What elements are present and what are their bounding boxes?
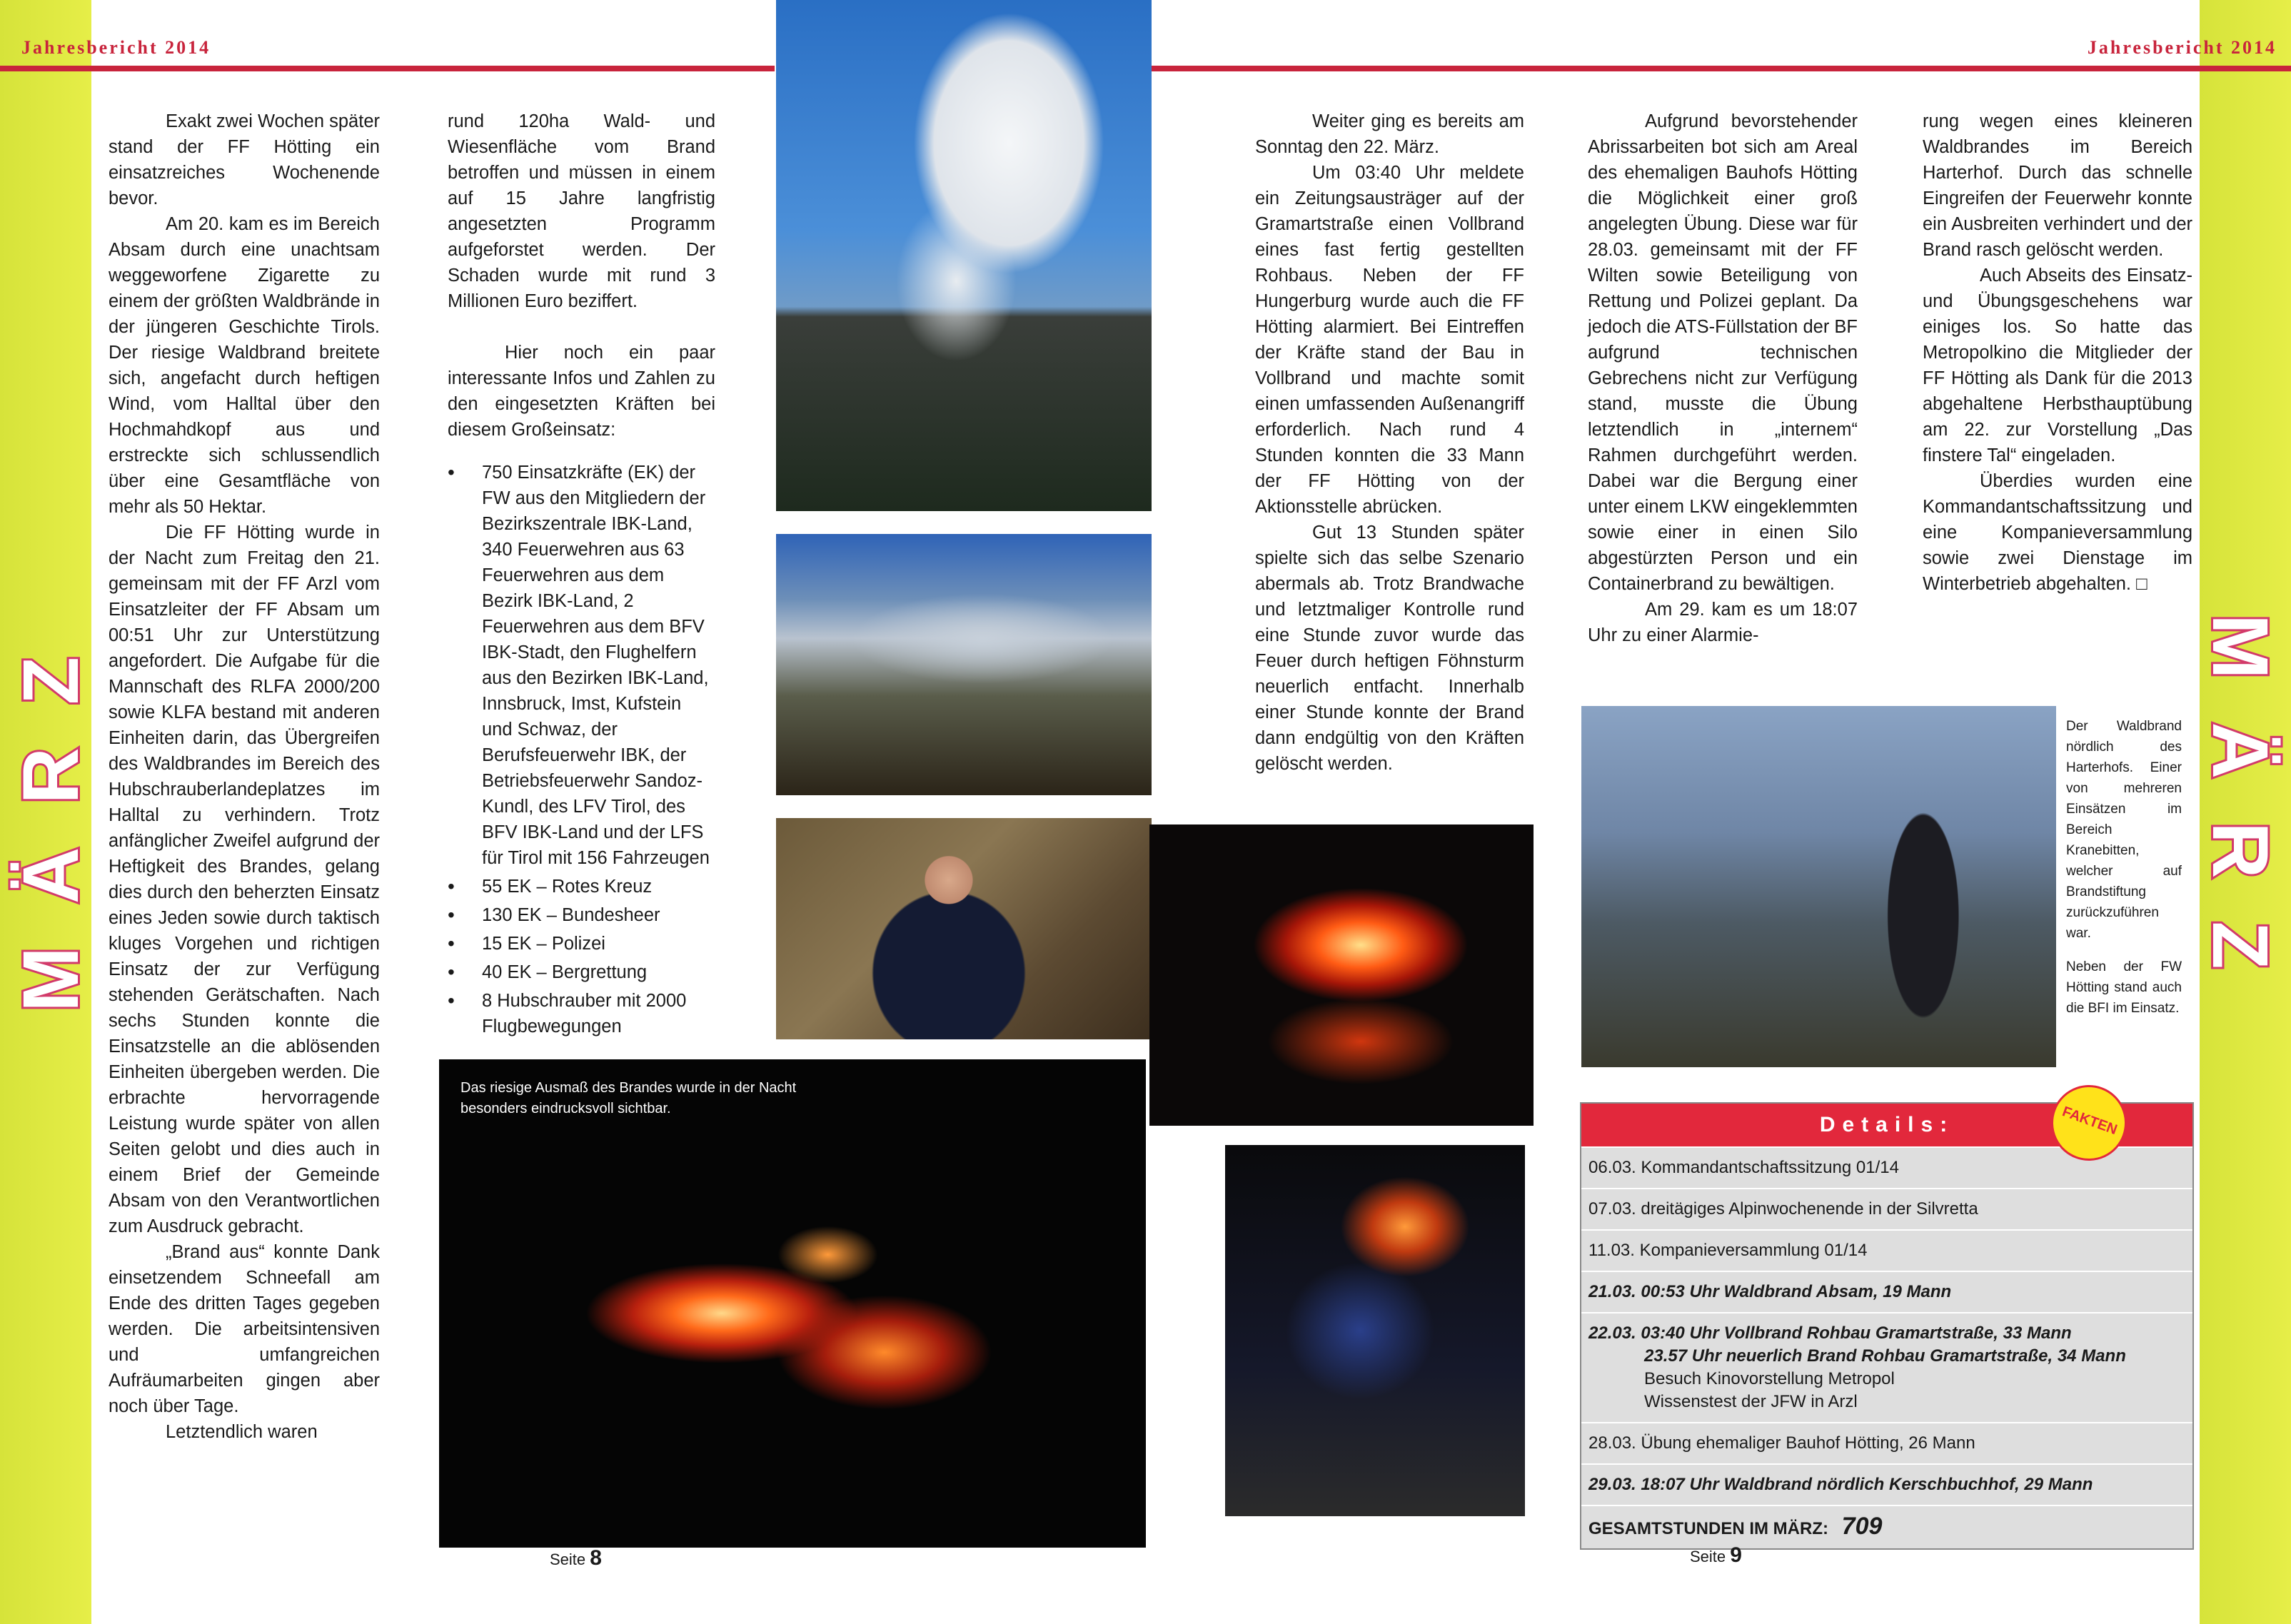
photo-caption-right — [2056, 706, 2192, 1067]
photo-burning-slope — [776, 534, 1152, 795]
header-title-left: Jahresbericht 2014 — [21, 37, 211, 58]
photo-building-fire — [1149, 824, 1534, 1126]
text-column-2 — [448, 109, 715, 1042]
facts-row: 22.03. 03:40 Uhr Vollbrand Rohbau Gramartstraße, 33 Mann — [1588, 1323, 2072, 1343]
page-number-left — [550, 1546, 602, 1570]
list-item: • 130 EK – Bundesheer — [482, 902, 715, 928]
list-item: • 750 Einsatzkräfte (EK) der FW aus den Mitgliedern der Bezirkszentrale IBK-Land, 340 Feuerwehren aus 63 Feuerwehren aus dem Bezirk IBK-Land, 2 Feuerwehren aus dem BFV IBK-Stadt, den Flughelfern aus den Bezirken IBK-Land, Innsbruck, Imst, Kufstein und Schwaz, der Berufsfeuerwehr IBK, der Betriebsfeuerwehr Sandoz-Kundl, des LFV Tirol, des BFV IBK-Land und der LFS für Tirol mit 156 Fahrzeugen — [482, 460, 715, 871]
paragraph: Aufgrund bevorstehender Abrissarbeiten bot sich am Areal des ehemaligen Bauhofs Hötting die Möglichkeit einer groß angelegten Übung. Diese war für 28.03. gemeinsamt mit der FF Wilten sowie Beteiligung von Rettung und Polizei geplant. Da jedoch die ATS-Füllstation der BF aufgrund technischen Gebrechens nicht zur Verfügung stand, musste die Übung letztendlich in „internem“ Rahmen durchgeführt werden. Dabei war die Bergung einer unter einem LKW eingeklemmten sowie einer in einen Silo abgestürzten Person und ein Containerbrand zu bewältigen. — [1588, 111, 1858, 594]
facts-subrow: 23.57 Uhr neuerlich Brand Rohbau Gramartstraße, 34 Mann — [1644, 1346, 2126, 1366]
page-label: Seite — [550, 1550, 586, 1568]
paragraph: Weiter ging es bereits am Sonntag den 22. März. — [1255, 111, 1524, 157]
facts-row-group — [1581, 1312, 2192, 1422]
page-num: 9 — [1730, 1543, 1742, 1567]
photo-smoke-mountain — [776, 0, 1152, 511]
paragraph: Auch Abseits des Einsatz- und Übungsgeschehens war einiges los. So hatte das Metropolkino die Mitglieder der FF Hötting als Dank für die 2013 abgehaltene Herbsthauptübung am 22. zur Vorstellung „Das finstere Tal“ eingeladen. — [1923, 266, 2192, 465]
paragraph: „Brand aus“ konnte Dank einsetzendem Schneefall am Ende des dritten Tages gegeben werden. Die arbeitsintensiven und umfangreichen Aufräumarbeiten gingen aber noch über Tage. — [109, 1242, 380, 1416]
paragraph: Gut 13 Stunden später spielte sich das selbe Szenario abermals ab. Trotz Brandwache und letztmaliger Kontrolle rund eine Stunde zuvor wurde das Feuer durch heftigen Föhnsturm neuerlich entfacht. Innerhalb einer Stunde konnte der Brand dann endgültig von den Kräften gelöscht werden. — [1255, 523, 1524, 774]
right-month-title: MÄRZ — [2196, 614, 2284, 1012]
page-number-right — [1690, 1543, 1742, 1568]
paragraph: Am 20. kam es im Bereich Absam durch eine unachtsam weggeworfene Zigarette zu einem der größten Waldbrände in der jüngeren Geschichte Tirols. Der riesige Waldbrand breitete sich, angefacht durch heftigen Wind, vom Halltal über den Hochmahdkopf aus und erstreckte sich schlussendlich über eine Gesamtfläche von mehr als 50 Hektar. — [109, 214, 380, 517]
photo-night-fire — [439, 1059, 1146, 1548]
facts-title: Details: — [1581, 1104, 2192, 1146]
total-label: GESAMTSTUNDEN IM MÄRZ: — [1588, 1519, 1828, 1538]
text-column-5 — [1923, 109, 2192, 597]
facts-row: 28.03. Übung ehemaliger Bauhof Hötting, 26 Mann — [1581, 1422, 2192, 1463]
list-item: • 8 Hubschrauber mit 2000 Flugbewegungen — [482, 988, 715, 1039]
facts-row: 11.03. Kompanieversammlung 01/14 — [1581, 1229, 2192, 1271]
facts-box — [1580, 1102, 2194, 1550]
paragraph: Um 03:40 Uhr meldete ein Zeitungsausträger auf der Gramartstraße einen Vollbrand eines fast fertig gestellten Rohbaus. Neben der FF Hungerburg wurde auch die FF Hötting alarmiert. Bei Eintreffen der Kräfte stand der Bau in Vollbrand und machte somit einen umfassenden Außenangriff erforderlich. Nach rund 4 Stunden konnten die 33 Mann der FF Hötting von der Aktionsstelle abrücken. — [1255, 163, 1524, 517]
total-value: 709 — [1841, 1513, 1883, 1540]
left-month-title: MÄRZ — [7, 614, 95, 1012]
facts-total — [1581, 1505, 2192, 1549]
page-label: Seite — [1690, 1548, 1726, 1565]
paragraph: Exakt zwei Wochen später stand der FF Hötting ein einsatzreiches Wochenende bevor. — [109, 111, 380, 208]
header-rule-left — [0, 66, 775, 71]
header-rule-right — [1152, 66, 2291, 71]
facts-row: 07.03. dreitägiges Alpinwochenende in der Silvretta — [1581, 1188, 2192, 1229]
photo-caption: Das riesige Ausmaß des Brandes wurde in der Nacht besonders eindrucksvoll sichtbar. — [460, 1080, 797, 1116]
page-num: 8 — [590, 1546, 602, 1570]
photo-forest-firefighters — [1581, 706, 2056, 1067]
facts-row: 21.03. 00:53 Uhr Waldbrand Absam, 19 Mann — [1581, 1271, 2192, 1312]
facts-badge: FAKTEN — [2040, 1074, 2138, 1171]
text-column-1 — [109, 109, 380, 1445]
paragraph: Hier noch ein paar interessante Infos und Zahlen zu den eingesetzten Kräften bei diesem Großeinsatz: — [448, 343, 715, 440]
photo-firefighters-night — [1225, 1145, 1525, 1516]
paragraph: Überdies wurden eine Kommandantschaftssitzung und eine Kompanieversammlung sowie zwei Dienstage im Winterbetrieb abgehalten. □ — [1923, 471, 2192, 594]
facts-row: 29.03. 18:07 Uhr Waldbrand nördlich Kerschbuchhof, 29 Mann — [1581, 1463, 2192, 1505]
list-item: • 55 EK – Rotes Kreuz — [482, 874, 715, 899]
facts-list — [448, 460, 715, 1039]
text-column-3 — [1255, 109, 1524, 777]
paragraph: rung wegen eines kleineren Waldbrandes im Bereich Harterhof. Durch das schnelle Eingreifen der Feuerwehr konnte ein Ausbreiten verhindert und der Brand rasch gelöscht werden. — [1923, 111, 2192, 260]
list-item: • 40 EK – Bergrettung — [482, 959, 715, 985]
facts-subrow: Besuch Kinovorstellung Metropol — [1644, 1369, 1895, 1388]
list-item: • 15 EK – Polizei — [482, 931, 715, 957]
facts-subrow: Wissenstest der JFW in Arzl — [1644, 1392, 1858, 1411]
caption-text: Der Waldbrand nördlich des Harterhofs. Einer von mehreren Einsätzen im Bereich Kranebitten, welcher auf Brandstiftung zurückzuführen war. — [2066, 719, 2182, 941]
text-column-4 — [1588, 109, 1858, 648]
facts-row: 06.03. Kommandantschaftssitzung 01/14 — [1581, 1146, 2192, 1188]
paragraph: Die FF Hötting wurde in der Nacht zum Freitag den 21. gemeinsam mit der FF Arzl vom Einsatzleiter der FF Absam um 00:51 Uhr zur Unterstützung angefordert. Die Aufgabe für die Mannschaft des RLFA 2000/200 sowie KLFA bestand mit anderen Einheiten darin, das Übergreifen des Waldbrandes im Bereich des Hubschrauberlandeplatzes im Halltal zu verhindern. Trotz anfänglicher Zweifel aufgrund der Heftigkeit des Brandes, gelang dies durch den beherzten Einsatz eines Jeden sowie durch taktisch kluges Vorgehen und richtigen Einsatz der zur Verfügung stehenden Gerätschaften. Nach sechs Stunden konnte die Einsatzstelle an die ablösenden Einheiten übergeben werden. Die erbrachte hervorragende Leistung wurde später von allen Seiten gelobt und dies auch in einem Brief der Gemeinde Absam von den Verantwortlichen zum Ausdruck gebracht. — [109, 523, 380, 1236]
header-title-right: Jahresbericht 2014 — [2087, 37, 2277, 58]
paragraph: rund 120ha Wald- und Wiesenfläche vom Brand betroffen und müssen in einem auf 15 Jahre langfristig angesetzten Programm aufgeforstet werden. Der Schaden wurde mit rund 3 Millionen Euro beziffert. — [448, 111, 715, 311]
paragraph: Letztendlich waren — [166, 1422, 318, 1442]
photo-firefighter-hoses — [776, 818, 1152, 1039]
caption-text: Neben der FW Hötting stand auch die BFI im Einsatz. — [2066, 959, 2182, 1016]
paragraph: Am 29. kam es um 18:07 Uhr zu einer Alarmie- — [1588, 600, 1858, 645]
